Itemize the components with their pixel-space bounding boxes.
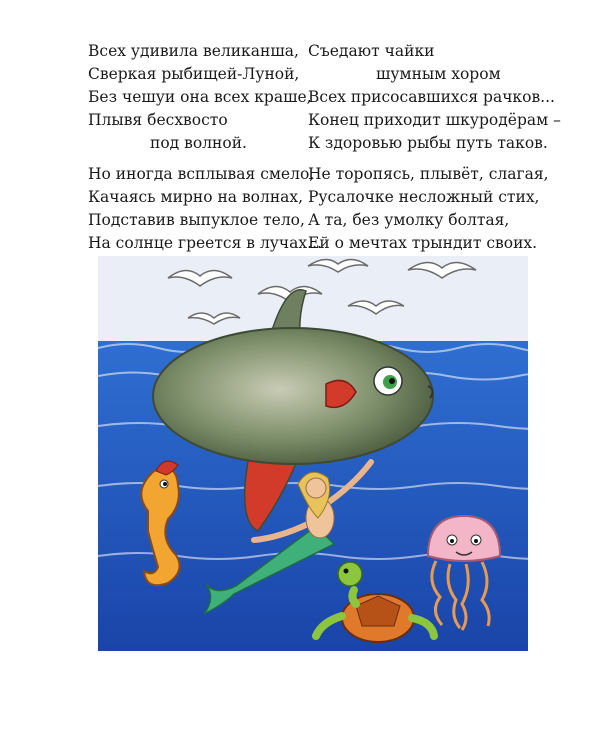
turtle-head xyxy=(338,562,362,586)
poem-line: Подставив выпуклое тело, xyxy=(88,211,305,229)
sea-illustration xyxy=(98,256,528,651)
poem-column-left xyxy=(88,40,322,263)
stanza-2 xyxy=(88,163,322,255)
poem-line: Конец приходит шкуродёрам – xyxy=(308,111,561,129)
poem-line: шумным хором xyxy=(376,65,501,83)
stanza-1 xyxy=(88,40,322,155)
mermaid-head xyxy=(306,478,326,498)
poem-line: Качаясь мирно на волнах, xyxy=(88,188,304,206)
poem-column-right xyxy=(308,40,561,263)
poem-line: На солнце греется в лучах... xyxy=(88,234,322,252)
poem-line: Русалочке несложный стих, xyxy=(308,188,540,206)
poem-line: Сверкая рыбищей-Луной, xyxy=(88,65,300,83)
stanza-3 xyxy=(308,40,561,155)
poem-line: К здоровью рыбы путь таков. xyxy=(308,134,548,152)
poem-line: Всех удивила великанша, xyxy=(88,42,299,60)
poem-line: Без чешуи она всех краше, xyxy=(88,88,312,106)
poem-line: Съедают чайки xyxy=(308,42,435,60)
poem-line: Но иногда всплывая смело, xyxy=(88,165,315,183)
poem-line: Не торопясь, плывёт, слагая, xyxy=(308,165,549,183)
poem-line: Всех присосавшихся рачков... xyxy=(308,88,555,106)
stanza-4 xyxy=(308,163,561,255)
poem-line: под волной. xyxy=(150,134,247,152)
poem-line: А та, без умолку болтая, xyxy=(308,211,510,229)
poem-line: Ей о мечтах трындит своих. xyxy=(308,234,538,252)
sea-illustration-art xyxy=(98,256,528,651)
sunfish-body xyxy=(153,328,433,464)
poem-line: Плывя бесхвосто xyxy=(88,111,228,129)
